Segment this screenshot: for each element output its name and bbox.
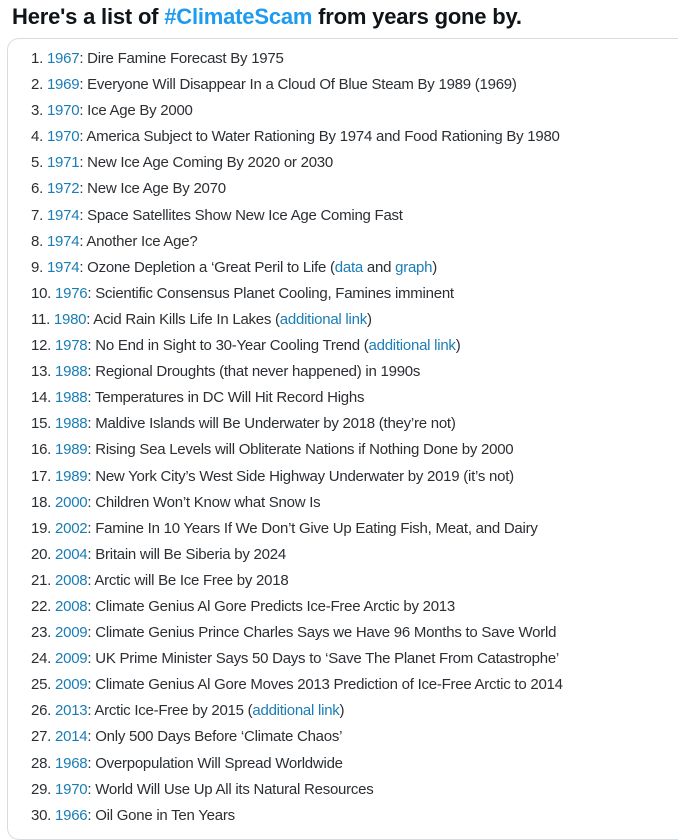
item-number: 1. xyxy=(31,50,47,67)
item-number: 7. xyxy=(31,206,47,224)
prediction-list xyxy=(31,46,563,829)
hashtag-link[interactable]: #ClimateScam xyxy=(164,4,313,29)
item-number: 29. xyxy=(31,780,56,798)
item-year-link[interactable]: 1988 xyxy=(55,415,88,433)
item-year-link[interactable]: 2008 xyxy=(55,597,88,615)
item-text: : Overpopulation Will Spread Worldwide xyxy=(87,754,343,772)
item-number: 9. xyxy=(31,258,47,276)
list-item xyxy=(31,698,563,724)
list-item xyxy=(31,281,563,307)
item-inline-link[interactable]: graph xyxy=(395,258,433,276)
item-text: : Climate Genius Al Gore Predicts Ice-Free Arctic by 2013 xyxy=(87,597,455,615)
item-text-mid: and xyxy=(362,258,396,276)
list-item xyxy=(31,490,563,516)
item-number: 15. xyxy=(31,415,56,433)
list-item xyxy=(31,724,563,750)
item-number: 14. xyxy=(31,389,56,407)
item-year-link[interactable]: 1972 xyxy=(46,180,80,198)
headline-text-before: Here's a list of xyxy=(12,4,165,29)
item-text: : Space Satellites Show New Ice Age Coming Fast xyxy=(79,206,403,224)
list-item xyxy=(31,255,563,281)
item-number: 6. xyxy=(31,180,47,198)
item-year-link[interactable]: 2000 xyxy=(55,493,88,511)
item-text: : No End in Sight to 30-Year Cooling Trend ( xyxy=(87,337,369,355)
item-text: : Dire Famine Forecast By 1975 xyxy=(79,50,284,67)
item-number: 23. xyxy=(31,624,56,642)
headline-text-after: from years gone by. xyxy=(312,4,522,29)
list-item xyxy=(31,568,563,594)
item-year-link[interactable]: 2013 xyxy=(55,702,88,720)
list-item xyxy=(31,333,563,359)
item-text: : Regional Droughts (that never happened) in 1990s xyxy=(87,363,421,381)
item-number: 17. xyxy=(31,467,56,485)
list-item xyxy=(31,176,563,202)
item-number: 3. xyxy=(31,102,47,120)
item-inline-link[interactable]: additional link xyxy=(368,337,456,355)
item-year-link[interactable]: 1989 xyxy=(55,467,88,485)
item-number: 25. xyxy=(31,676,56,694)
list-item xyxy=(31,385,563,411)
list-item xyxy=(31,150,563,176)
item-number: 8. xyxy=(31,232,47,250)
item-year-link[interactable]: 2002 xyxy=(55,519,88,537)
item-number: 20. xyxy=(31,545,56,563)
item-text-end: ) xyxy=(339,702,345,720)
item-year-link[interactable]: 1974 xyxy=(46,232,80,250)
item-text-end: ) xyxy=(366,310,372,328)
item-year-link[interactable]: 1976 xyxy=(55,284,88,302)
item-year-link[interactable]: 1970 xyxy=(55,780,88,798)
item-number: 12. xyxy=(31,337,56,355)
item-number: 21. xyxy=(31,571,56,589)
list-item xyxy=(31,464,563,490)
item-text: : Rising Sea Levels will Obliterate Nations if Nothing Done by 2000 xyxy=(87,441,514,459)
list-item xyxy=(31,516,563,542)
list-item xyxy=(31,124,563,150)
item-text: : World Will Use Up All its Natural Resources xyxy=(87,780,374,798)
item-year-link[interactable]: 1988 xyxy=(55,363,88,381)
item-number: 2. xyxy=(31,76,47,94)
item-text: : Arctic Ice-Free by 2015 ( xyxy=(87,702,253,720)
item-text: : Everyone Will Disappear In a Cloud Of Blue Steam By 1989 (1969) xyxy=(79,76,517,94)
item-text: : Oil Gone in Ten Years xyxy=(87,806,235,824)
item-text: : Scientific Consensus Planet Cooling, Famines imminent xyxy=(87,284,454,302)
item-year-link[interactable]: 1989 xyxy=(55,441,88,459)
tweet-headline xyxy=(12,2,672,32)
item-inline-link[interactable]: additional link xyxy=(279,310,367,328)
item-text-end: ) xyxy=(455,337,461,355)
item-year-link[interactable]: 1969 xyxy=(46,76,80,94)
list-item xyxy=(31,777,563,803)
item-text: : Acid Rain Kills Life In Lakes ( xyxy=(86,310,280,328)
list-item xyxy=(31,672,563,698)
item-text: : Only 500 Days Before ‘Climate Chaos’ xyxy=(87,728,343,746)
item-number: 24. xyxy=(31,650,56,668)
item-year-link[interactable]: 2009 xyxy=(55,624,88,642)
list-item xyxy=(31,437,563,463)
list-item xyxy=(31,307,563,333)
list-item xyxy=(31,98,563,124)
item-text: : Arctic will Be Ice Free by 2018 xyxy=(87,571,289,589)
item-text: : Ozone Depletion a ‘Great Peril to Life ( xyxy=(79,258,335,276)
list-item xyxy=(31,751,563,777)
item-number: 22. xyxy=(31,597,56,615)
item-year-link[interactable]: 2004 xyxy=(55,545,88,563)
item-number: 28. xyxy=(31,754,56,772)
list-item xyxy=(31,359,563,385)
item-number: 13. xyxy=(31,363,56,381)
item-inline-link[interactable]: additional link xyxy=(252,702,340,720)
item-year-link[interactable]: 1978 xyxy=(55,337,88,355)
item-text: : UK Prime Minister Says 50 Days to ‘Save The Planet From Catastrophe’ xyxy=(87,650,559,668)
item-year-link[interactable]: 2009 xyxy=(55,676,88,694)
list-item xyxy=(31,229,563,255)
item-number: 30. xyxy=(31,806,56,824)
item-inline-link[interactable]: data xyxy=(334,258,363,276)
list-item xyxy=(31,203,563,229)
item-text: : Maldive Islands will Be Underwater by 2018 (they’re not) xyxy=(87,415,456,433)
item-text: : Climate Genius Al Gore Moves 2013 Prediction of Ice-Free Arctic to 2014 xyxy=(87,676,563,694)
item-number: 10. xyxy=(31,284,56,302)
item-year-link[interactable]: 1967 xyxy=(46,50,80,67)
item-text: : New Ice Age Coming By 2020 or 2030 xyxy=(79,154,333,172)
item-year-link[interactable]: 1974 xyxy=(46,206,80,224)
list-item xyxy=(31,411,563,437)
item-text: : Britain will Be Siberia by 2024 xyxy=(87,545,286,563)
list-item xyxy=(31,542,563,568)
item-number: 5. xyxy=(31,154,47,172)
list-item xyxy=(31,46,563,72)
item-text: : Another Ice Age? xyxy=(79,232,198,250)
item-year-link[interactable]: 1968 xyxy=(55,754,88,772)
item-year-link[interactable]: 1974 xyxy=(46,258,80,276)
list-item xyxy=(31,594,563,620)
item-year-link[interactable]: 1970 xyxy=(46,102,80,120)
list-item xyxy=(31,646,563,672)
item-year-link[interactable]: 1966 xyxy=(55,806,88,824)
item-year-link[interactable]: 1988 xyxy=(55,389,88,407)
item-number: 27. xyxy=(31,728,56,746)
item-number: 4. xyxy=(31,128,47,146)
item-text: : Famine In 10 Years If We Don’t Give Up Eating Fish, Meat, and Dairy xyxy=(87,519,538,537)
item-text: : Ice Age By 2000 xyxy=(79,102,193,120)
list-item xyxy=(31,72,563,98)
item-text: : New Ice Age By 2070 xyxy=(79,180,226,198)
item-year-link[interactable]: 1980 xyxy=(53,310,87,328)
item-number: 16. xyxy=(31,441,56,459)
item-year-link[interactable]: 2009 xyxy=(55,650,88,668)
item-text: : Temperatures in DC Will Hit Record Highs xyxy=(87,389,365,407)
list-item xyxy=(31,620,563,646)
item-text: : America Subject to Water Rationing By 1974 and Food Rationing By 1980 xyxy=(79,128,560,146)
item-number: 19. xyxy=(31,519,56,537)
item-year-link[interactable]: 2014 xyxy=(55,728,88,746)
item-text: : Climate Genius Prince Charles Says we Have 96 Months to Save World xyxy=(87,624,557,642)
item-year-link[interactable]: 1970 xyxy=(46,128,80,146)
item-text: : Children Won’t Know what Snow Is xyxy=(87,493,321,511)
list-item xyxy=(31,803,563,829)
item-number: 26. xyxy=(31,702,56,720)
item-number: 11. xyxy=(31,310,54,328)
item-year-link[interactable]: 2008 xyxy=(55,571,88,589)
item-number: 18. xyxy=(31,493,56,511)
item-text-end: ) xyxy=(432,258,437,276)
item-year-link[interactable]: 1971 xyxy=(46,154,80,172)
item-text: : New York City’s West Side Highway Underwater by 2019 (it’s not) xyxy=(87,467,514,485)
